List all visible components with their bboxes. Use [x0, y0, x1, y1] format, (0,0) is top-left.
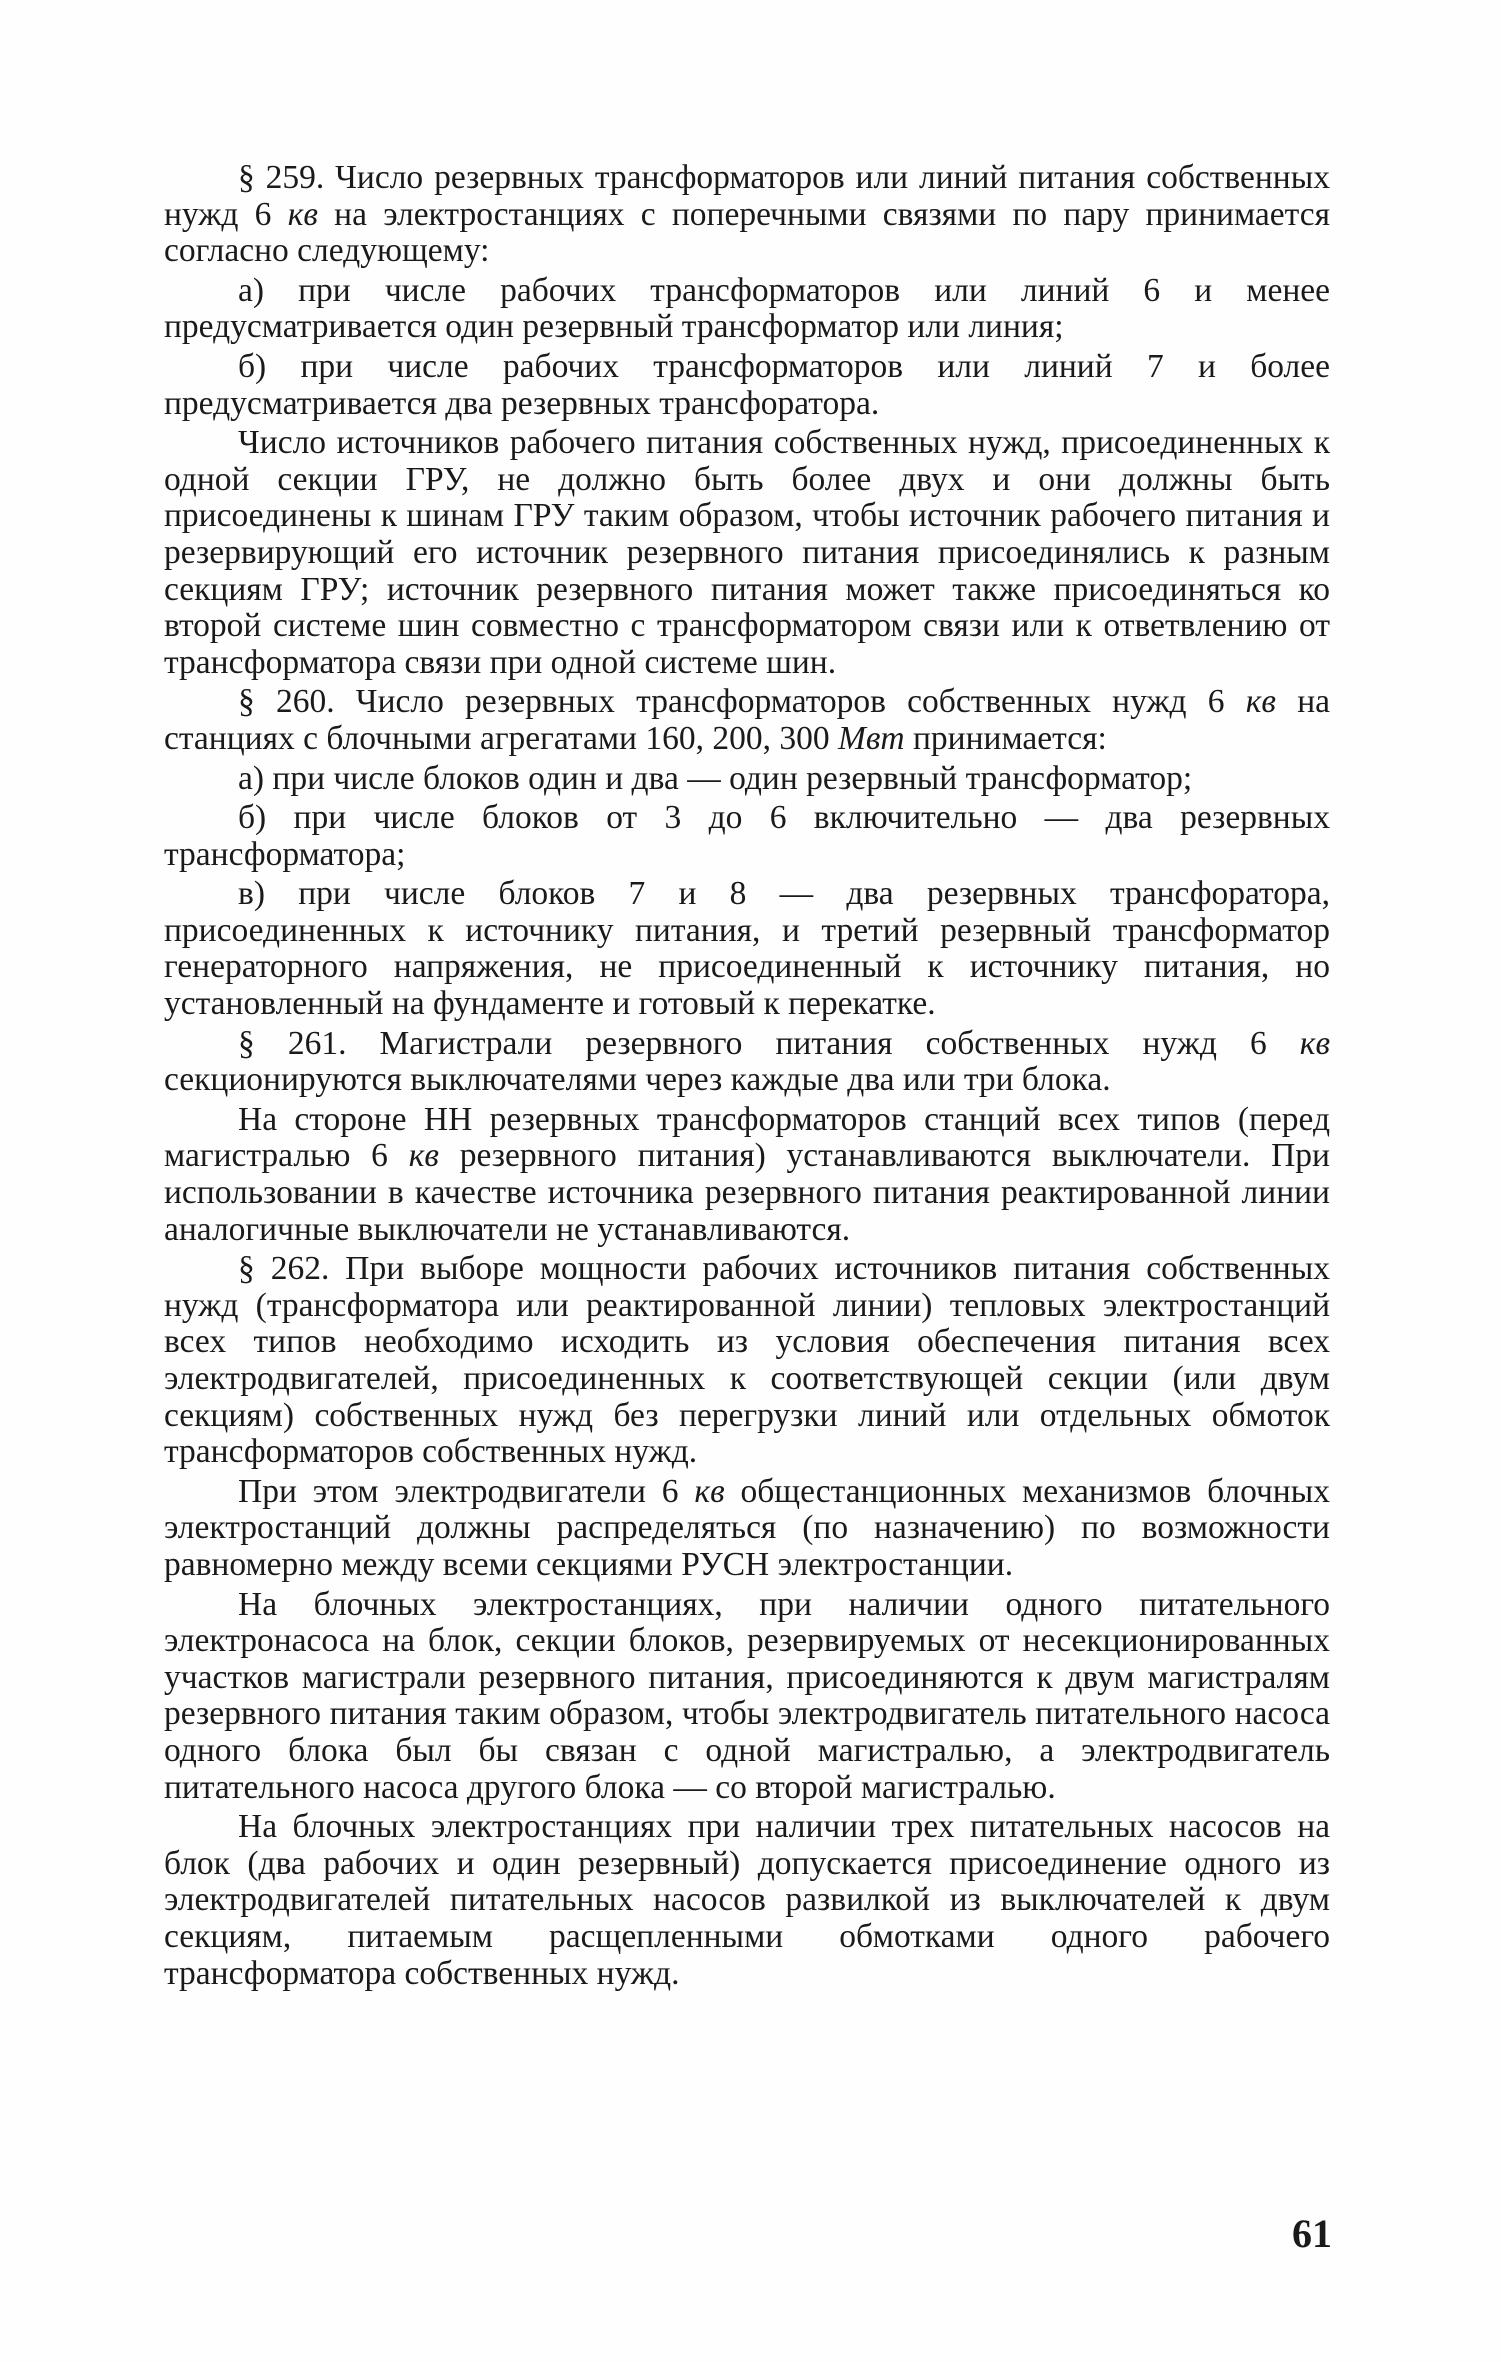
page-number: 61 [1292, 2211, 1332, 2256]
paragraph-sources: Число источников рабочего питания собственных нужд, присоединенных к одной секции ГРУ, не должно быть более двух и они должны быть присоединены к шинам ГРУ таким образом, чтобы источник рабочего питания и резервирующий его источник резервного питания присоединялись к разным секциям ГРУ; источник резервного питания может также присоединяться ко второй системе шин совместно с трансформатором связи или к ответвлению от трансформатора связи при одной системе шин. [164, 424, 1330, 681]
body-text [164, 160, 1330, 1995]
paragraph-three-pumps: На блочных электростанциях при наличии трех питательных насосов на блок (два рабочих и один резервный) допускается присоединение одного из электродвигателей питательных насосов развилкой из выключателей к двум секциям, питаемым расщепленными обмотками одного рабочего трансформатора собственных нужд. [164, 1808, 1330, 1992]
paragraph-259: § 259. Число резервных трансформаторов или линий питания собственных нужд 6 кв на электростанциях с поперечными связями по пару принимается согласно следующему: [164, 159, 1330, 270]
paragraph-259-a: а) при числе рабочих трансформаторов или линий 6 и менее предусматривается один резервный трансформатор или линия; [164, 271, 1330, 346]
paragraph-single-pump: На блочных электростанциях, при наличии одного питательного электронасоса на блок, секции блоков, резервируемых от несекционированных участков магистрали резервного питания, присоединяются к двум магистралям резервного питания таким образом, чтобы электродвигатель питательного насоса одного блока был бы связан с одной магистралью, а электродвигатель питательного насоса другого блока — со второй магистралью. [164, 1585, 1330, 1806]
paragraph-261: § 261. Магистрали резервного питания собственных нужд 6 кв секционируются выключателями через каждые два или три блока. [164, 1024, 1330, 1099]
paragraph-260: § 260. Число резервных трансформаторов собственных нужд 6 кв на станциях с блочными агрегатами 160, 200, 300 Мвт принимается: [164, 683, 1330, 757]
paragraph-260-a: а) при числе блоков один и два — один резервный трансформатор; [238, 759, 1193, 797]
paragraph-259-b: б) при числе рабочих трансформаторов или линий 7 и более предусматривается два резервных трансфоратора. [164, 347, 1330, 422]
paragraph-262: § 262. При выборе мощности рабочих источников питания собственных нужд (трансформатора или реактированной линии) тепловых электростанций всех типов необходимо исходить из условия обеспечения питания всех электродвигателей, присоединенных к соответствующей секции (или двум секциям) собственных нужд без перегрузки линий или отдельных обмоток трансформаторов собственных нужд. [164, 1250, 1330, 1471]
paragraph-260-b: б) при числе блоков от 3 до 6 включительно — два резервных трансформатора; [164, 799, 1330, 873]
paragraph-260-c: в) при числе блоков 7 и 8 — два резервных трансфоратора, присоединенных к источнику питания, и третий резервный трансформатор генераторного напряжения, не присоединенный к источнику питания, но установленный на фундаменте и готовый к перекатке. [164, 875, 1330, 1023]
paragraph-motors: При этом электродвигатели 6 кв общестанционных механизмов блочных электростанций должны распределяться (по назначению) по возможности равномерно между всеми секциями РУСН электростанции. [164, 1472, 1330, 1583]
paragraph-nn-side: На стороне НН резервных трансформаторов станций всех типов (перед магистралью 6 кв резервного питания) устанавливаются выключатели. При использовании в качестве источника резервного питания реактированной линии аналогичные выключатели не устанавливаются. [164, 1100, 1330, 1248]
